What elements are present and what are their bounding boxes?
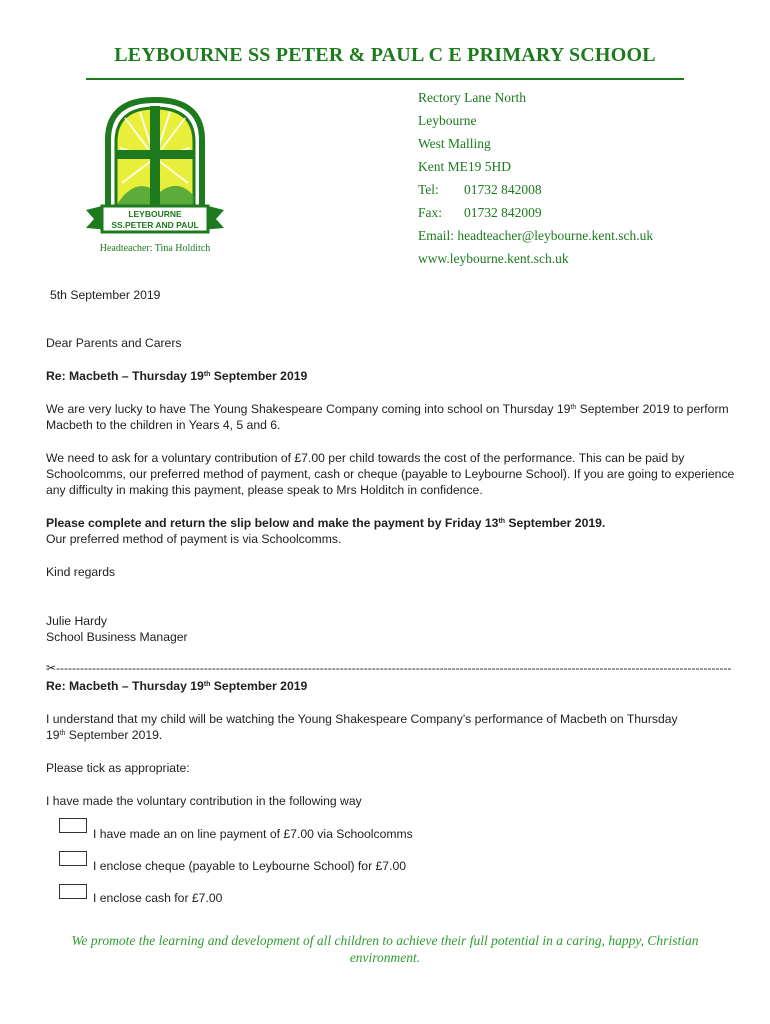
email-row: [418, 227, 653, 250]
address-line2: Leybourne: [418, 113, 477, 128]
headteacher-line: Headteacher: Tina Holditch: [99, 243, 211, 254]
option-cheque: I enclose cheque (payable to Leybourne School) for £7.00: [93, 859, 407, 873]
p3-text-end: September 2019.: [505, 516, 606, 530]
understand-text: I understand that my child will be watching the Young Shakespeare Company’s performance of Macbeth on Thursday 19: [46, 712, 678, 742]
fax-row: [418, 204, 653, 227]
school-logo: [80, 88, 230, 238]
understand-text-end: September 2019.: [65, 728, 163, 742]
option-cash: I enclose cash for £7.00: [93, 891, 223, 905]
scissors-icon: ✂: [46, 661, 57, 675]
cut-line: [46, 660, 732, 676]
email-label: Email:: [418, 228, 454, 243]
subject-text-end: September 2019: [210, 369, 308, 383]
school-motto: We promote the learning and development of all children to achieve their full potential in a caring, happy, Christian environment.: [71, 933, 699, 965]
fax-number: 01732 842009: [464, 205, 542, 220]
p3-text: Please complete and return the slip below and make the payment by Friday 13: [46, 516, 499, 530]
email-link[interactable]: headteacher@leybourne.kent.sch.uk: [457, 228, 654, 243]
tel-number: 01732 842008: [464, 182, 542, 197]
paragraph-intro: [46, 401, 736, 433]
p1-sup: th: [570, 404, 577, 411]
address-line3: West Malling: [418, 136, 491, 151]
option-online-payment: I have made an on line payment of £7.00 via Schoolcomms: [93, 827, 413, 841]
dashed-line: -------------------------------------------------------------------------------------------------------------------------------------------------------------------------: [56, 661, 732, 675]
subject-text: Re: Macbeth – Thursday 19: [46, 369, 204, 383]
checkbox-online-payment[interactable]: [59, 818, 87, 833]
tick-prompt: Please tick as appropriate:: [46, 761, 190, 775]
school-name: LEYBOURNE SS PETER & PAUL C E PRIMARY SCHOOL: [114, 44, 656, 66]
preferred-payment: Our preferred method of payment is via Schoolcomms.: [46, 532, 342, 546]
closing: Kind regards: [46, 565, 116, 579]
return-slip-instruction: [46, 515, 605, 531]
tel-label: Tel:: [418, 182, 439, 197]
signer-title: School Business Manager: [46, 630, 188, 644]
slip-subject-text: Re: Macbeth – Thursday 19: [46, 679, 204, 693]
logo-text-line2: SS.PETER AND PAUL: [111, 220, 199, 230]
logo-text-line1: LEYBOURNE: [128, 209, 182, 219]
p1-text: We are very lucky to have The Young Shakespeare Company coming into school on Thursday 19: [46, 402, 571, 416]
letter-date: 5th September 2019: [50, 288, 161, 302]
letter-subject: [46, 368, 307, 384]
slip-understand: [46, 711, 696, 743]
slip-subject: [46, 678, 307, 694]
subject-sup: th: [203, 371, 211, 378]
telephone-row: [418, 181, 653, 204]
checkbox-cheque[interactable]: [59, 851, 87, 866]
website-link[interactable]: www.leybourne.kent.sch.uk: [418, 251, 569, 266]
fax-label: Fax:: [418, 205, 443, 220]
title-divider: [86, 78, 684, 80]
signer-name: Julie Hardy: [46, 614, 107, 628]
p1-text-end: September 2019 to perform Macbeth to the children in Years 4, 5 and 6.: [46, 402, 729, 432]
slip-subject-sup: th: [203, 681, 211, 688]
slip-subject-text-end: September 2019: [210, 679, 308, 693]
paragraph-contribution: We need to ask for a voluntary contribution of £7.00 per child towards the cost of the performance. This can be paid by Schoolcomms, our preferred method of payment, cash or cheque (payable to Leybourne School). If you are going to experience any difficulty in making this payment, please speak to Mrs Holditch in confidence.: [46, 451, 735, 497]
address-line1: Rectory Lane North: [418, 90, 526, 105]
school-address: [418, 89, 653, 273]
p3-sup: th: [498, 518, 506, 525]
salutation: Dear Parents and Carers: [46, 336, 182, 350]
checkbox-cash[interactable]: [59, 884, 87, 899]
understand-sup: th: [59, 730, 66, 737]
address-line4: Kent ME19 5HD: [418, 159, 511, 174]
contribution-prompt: I have made the voluntary contribution in the following way: [46, 794, 362, 808]
